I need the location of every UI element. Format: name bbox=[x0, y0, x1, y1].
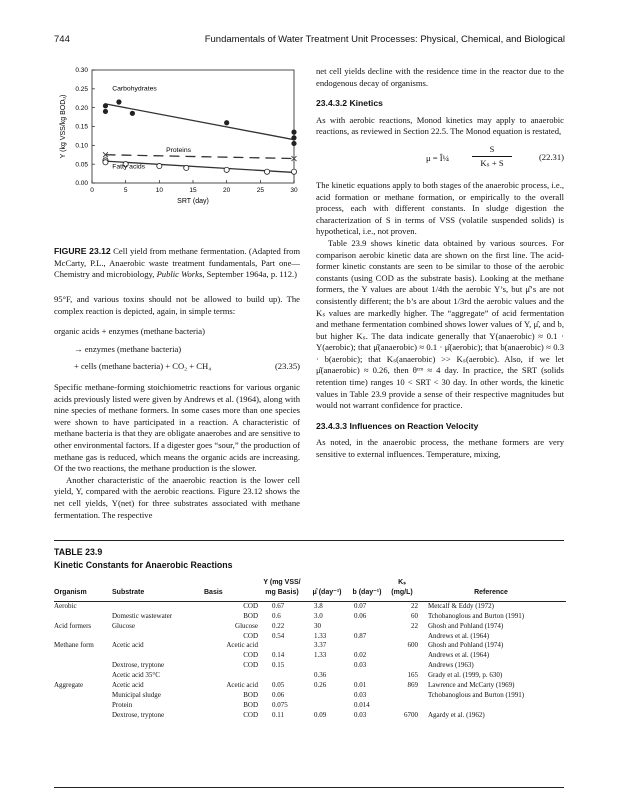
data-point bbox=[291, 169, 296, 174]
th-yield: Y (mg VSS/ mg Basis) bbox=[263, 579, 301, 596]
cell-yield: 0.06 bbox=[272, 690, 285, 699]
cell-basis: BOD bbox=[243, 690, 258, 699]
cell-organism: Aerobic bbox=[54, 601, 77, 610]
table-row bbox=[54, 641, 566, 651]
right-column bbox=[316, 66, 564, 461]
table-row bbox=[54, 651, 566, 661]
cell-b: 0.01 bbox=[354, 681, 367, 690]
table-title: Kinetic Constants for Anaerobic Reactions bbox=[54, 560, 233, 570]
cell-yield: 0.11 bbox=[272, 710, 284, 719]
cell-yield-chart bbox=[54, 60, 304, 210]
equation-line-3 bbox=[54, 361, 300, 373]
cell-substrate: Protein bbox=[112, 700, 133, 709]
cell-ks bbox=[388, 651, 418, 661]
cell-ks bbox=[388, 701, 418, 711]
equation-line-3-text: + cells (methane bacteria) + CO₂ + CH₄ bbox=[74, 361, 212, 372]
equation-line-1: organic acids + enzymes (methane bacteria) bbox=[54, 326, 205, 337]
cell-mu: 0.26 bbox=[314, 681, 327, 690]
series-label: Proteins bbox=[166, 147, 192, 155]
section-heading-kinetics: 23.4.3.2 Kinetics bbox=[316, 98, 383, 109]
data-point bbox=[224, 167, 229, 172]
cell-ks: 600 bbox=[407, 641, 418, 650]
right-paragraph-5: As noted, in the anaerobic process, the methane formers are very sensitive to external influences. Temperature, mixing, bbox=[316, 437, 564, 460]
fit-line-proteins bbox=[105, 155, 294, 159]
cell-organism: Methane form bbox=[54, 641, 94, 650]
equation-line-2: → enzymes (methane bacteria) bbox=[74, 343, 182, 354]
cell-b: 0.87 bbox=[354, 631, 367, 640]
th-mu: μ̂ (day⁻¹) bbox=[312, 588, 342, 596]
eq-numerator: S bbox=[489, 143, 495, 154]
cell-substrate: Acetic acid bbox=[112, 681, 144, 690]
th-substrate: Substrate bbox=[112, 588, 145, 596]
cell-yield: 0.54 bbox=[272, 631, 285, 640]
cell-mu bbox=[308, 691, 348, 701]
th-basis: Basis bbox=[204, 588, 223, 596]
cell-organism bbox=[54, 661, 112, 671]
kinetic-constants-table bbox=[54, 578, 566, 721]
data-point bbox=[116, 99, 121, 104]
table-label: TABLE 23.9 bbox=[54, 547, 103, 557]
table-row bbox=[54, 612, 566, 622]
cell-ks: 869 bbox=[407, 681, 418, 690]
cell-basis: BOD bbox=[243, 700, 258, 709]
x-tick-label: 15 bbox=[189, 187, 197, 194]
cell-basis: COD bbox=[243, 661, 258, 670]
cell-organism bbox=[54, 612, 112, 622]
cell-b: 0.03 bbox=[354, 690, 367, 699]
cell-reference: Lawrence and McCarty (1969) bbox=[428, 681, 515, 690]
table-top-rule bbox=[54, 540, 564, 541]
y-axis-label: Y (kg VSS/kg BODᵤ) bbox=[60, 94, 67, 159]
cell-basis: Glucose bbox=[235, 621, 258, 630]
cell-b bbox=[348, 622, 388, 632]
cell-basis: Acetic acid bbox=[226, 641, 258, 650]
cell-mu: 0.36 bbox=[314, 671, 327, 680]
equation-number-22-31: (22.31) bbox=[538, 151, 564, 162]
monod-equation bbox=[316, 142, 564, 174]
cell-ks bbox=[388, 661, 418, 671]
right-paragraph-4: Table 23.9 shows kinetic data obtained by various sources. For comparison aerobic kinetic data are shown on the first line. The acid-former kinetic constants are seen to be similar to those of the aerobic constants (using COD as the substrate basis). Looking at the methane formers, the Y values are about 1/4th the aerobic Y’s, but μ̂’s are not consistently different; the b’s are about 1/3rd the aerobic values and the Kₛ values are markedly higher. The “aggregate” of acid fermentation and methane fermentation combined shows lower values of Y, μ̂, and b, but higher Kₛ. The data indicate generally that Y(anaerobic) ≈ 0.1 · Y(aerobic); that μ̂(anaerobic) ≈ 0.1 · μ̂(aerobic); that b(anaerobic) ≈ 0.3 · b(aerobic); that Kₛ(anaerobic) >> Kₛ(aerobic). Also, if we let μ̂(anaerobic) ≈ 0.26, then θᶜᵐ ≈ 4 day. In practice, the SRT (solids retention time) ranges 10 < SRT < 30 day. In other words, the kinetic values in Table 23.9 provide a sense of their respective magnitudes but would not warrant confidence for practice. bbox=[316, 237, 564, 411]
cell-yield bbox=[258, 671, 308, 681]
cell-substrate: Acetic acid 35°C bbox=[112, 671, 160, 680]
y-tick-label: 0.00 bbox=[75, 180, 88, 188]
cell-reference: Metcalf & Eddy (1972) bbox=[428, 601, 494, 610]
cell-mu: 3.8 bbox=[314, 601, 323, 610]
table-row bbox=[54, 711, 566, 721]
cell-mu: 1.33 bbox=[314, 651, 327, 660]
cell-reference bbox=[418, 701, 566, 711]
table-row bbox=[54, 601, 566, 611]
figure-caption bbox=[54, 246, 300, 281]
cell-basis: COD bbox=[243, 601, 258, 610]
x-tick-label: 20 bbox=[223, 187, 231, 194]
table-row bbox=[54, 681, 566, 691]
cell-substrate: Municipal sludge bbox=[112, 690, 161, 699]
data-point bbox=[130, 111, 135, 116]
y-tick-label: 0.25 bbox=[75, 86, 88, 94]
section-heading-influences: 23.4.3.3 Influences on Reaction Velocity bbox=[316, 420, 479, 431]
cell-organism bbox=[54, 671, 112, 681]
cell-yield bbox=[258, 641, 308, 651]
cell-basis: COD bbox=[243, 651, 258, 660]
data-point bbox=[291, 141, 296, 146]
th-organism: Organism bbox=[54, 588, 87, 596]
series-label: Fatty acids bbox=[112, 163, 146, 171]
cell-mu bbox=[308, 661, 348, 671]
left-column bbox=[54, 294, 300, 521]
cell-yield: 0.6 bbox=[272, 611, 281, 620]
data-point bbox=[291, 135, 296, 140]
cell-mu: 30 bbox=[314, 621, 321, 630]
table-row bbox=[54, 701, 566, 711]
cell-organism bbox=[54, 632, 112, 642]
cell-ks: 60 bbox=[411, 611, 418, 620]
cell-ks: 22 bbox=[411, 621, 418, 630]
cell-basis bbox=[204, 671, 258, 681]
cell-reference: Grady et al. (1999, p. 630) bbox=[428, 671, 503, 680]
th-ks: Kₛ (mg/L) bbox=[391, 579, 413, 596]
table-row bbox=[54, 661, 566, 671]
caption-text: Cell yield from methane fermentation. (Adapted from McCarty, P.L., Anaerobic waste treatment fundamentals, Part one—Chemistry and microbiology, bbox=[54, 246, 301, 280]
caption-end: , September 1964a, p. 112.) bbox=[202, 269, 297, 280]
cell-yield: 0.075 bbox=[272, 700, 288, 709]
figure-label: FIGURE 23.12 bbox=[54, 246, 111, 256]
cell-organism bbox=[54, 711, 112, 721]
cell-substrate bbox=[112, 632, 204, 642]
cell-yield: 0.67 bbox=[272, 601, 285, 610]
cell-substrate bbox=[112, 601, 204, 611]
cell-reference: Agardy et al. (1962) bbox=[428, 710, 485, 719]
cell-ks: 6700 bbox=[404, 710, 418, 719]
running-title: Fundamentals of Water Treatment Unit Processes: Physical, Chemical, and Biological bbox=[204, 34, 565, 45]
data-point bbox=[103, 103, 108, 108]
x-axis-label: SRT (day) bbox=[177, 198, 209, 205]
fit-line-carbohydrates bbox=[105, 104, 294, 140]
equation-number-23-35: (23.35) bbox=[274, 361, 300, 372]
data-point bbox=[224, 120, 229, 125]
right-paragraph-1: net cell yields decline with the residence time in the reactor due to the endogenous decay of organisms. bbox=[316, 66, 564, 88]
table-row bbox=[54, 691, 566, 701]
cell-b: 0.03 bbox=[354, 661, 367, 670]
cell-ks: 22 bbox=[411, 601, 418, 610]
table-row bbox=[54, 632, 566, 642]
y-tick-label: 0.10 bbox=[75, 142, 88, 150]
cell-yield: 0.15 bbox=[272, 661, 285, 670]
cell-reference: Ghosh and Pohland (1974) bbox=[428, 621, 504, 630]
cell-organism: Aggregate bbox=[54, 681, 84, 690]
cell-mu: 1.33 bbox=[314, 631, 327, 640]
cell-ks bbox=[388, 632, 418, 642]
table-header-row bbox=[54, 578, 566, 601]
x-tick-label: 30 bbox=[290, 187, 298, 194]
cell-b bbox=[348, 671, 388, 681]
y-tick-label: 0.20 bbox=[75, 104, 88, 112]
data-point bbox=[264, 169, 269, 174]
x-tick-label: 25 bbox=[256, 187, 264, 194]
cell-ks: 165 bbox=[407, 671, 418, 680]
cell-ks bbox=[388, 691, 418, 701]
cell-substrate: Domestic wastewater bbox=[112, 611, 173, 620]
cell-organism: Acid formers bbox=[54, 621, 92, 630]
series-label: Carbohydrates bbox=[112, 85, 157, 93]
cell-substrate bbox=[112, 651, 204, 661]
cell-reference: Ghosh and Pohland (1974) bbox=[428, 641, 504, 650]
cell-b: 0.07 bbox=[354, 601, 367, 610]
table-bottom-rule bbox=[54, 787, 564, 788]
cell-reference: Andrews et al. (1964) bbox=[428, 631, 490, 640]
cell-organism bbox=[54, 651, 112, 661]
cell-yield: 0.22 bbox=[272, 621, 285, 630]
y-tick-label: 0.30 bbox=[75, 67, 88, 75]
cell-substrate: Dextrose, tryptone bbox=[112, 661, 165, 670]
cell-b: 0.02 bbox=[354, 651, 367, 660]
cell-reference: Tchobanoglous and Burton (1991) bbox=[428, 611, 525, 620]
cell-basis: COD bbox=[243, 710, 258, 719]
cell-mu: 3.0 bbox=[314, 611, 323, 620]
data-point bbox=[291, 130, 296, 135]
fraction-bar bbox=[472, 156, 512, 157]
right-paragraph-2: As with aerobic reactions, Monod kinetics may apply to anaerobic reactions, as reviewed in Section 22.5. The Monod equation is restated, bbox=[316, 114, 564, 137]
cell-basis: Acetic acid bbox=[226, 681, 258, 690]
table-row bbox=[54, 622, 566, 632]
data-point bbox=[103, 109, 108, 114]
y-tick-label: 0.05 bbox=[75, 161, 88, 169]
cell-mu: 3.37 bbox=[314, 641, 327, 650]
cell-reference: Tchobanoglous and Burton (1991) bbox=[428, 690, 525, 699]
cell-b bbox=[348, 641, 388, 651]
cell-substrate: Glucose bbox=[112, 621, 135, 630]
data-point bbox=[157, 163, 162, 168]
cell-yield: 0.05 bbox=[272, 681, 285, 690]
cell-reference: Andrews (1963) bbox=[428, 661, 474, 670]
data-point bbox=[103, 160, 108, 165]
th-reference: Reference bbox=[474, 588, 508, 596]
cell-substrate: Dextrose, tryptone bbox=[112, 710, 165, 719]
cell-basis: BOD bbox=[243, 611, 258, 620]
x-tick-label: 0 bbox=[90, 187, 94, 194]
cell-reference: Andrews et al. (1964) bbox=[428, 651, 490, 660]
cell-yield: 0.14 bbox=[272, 651, 285, 660]
cell-substrate: Acetic acid bbox=[112, 641, 144, 650]
left-paragraph-3: Another characteristic of the anaerobic reaction is the lower cell yield, Y, compared with the aerobic reactions. Figure 23.12 shows the net cell yields, Y(net) for three substrates associated with methane fermentation. The respective bbox=[54, 474, 300, 520]
cell-organism bbox=[54, 691, 112, 701]
left-paragraph-1: 95°F, and various toxins should not be allowed to build up). The complex reaction is depicted, again, in simple terms: bbox=[54, 294, 300, 316]
caption-journal: Public Works bbox=[156, 269, 203, 280]
right-paragraph-3: The kinetic equations apply to both stages of the anaerobic process, i.e., acid formation or methane formation, or empirically to the overall process, each with different constants. In sludge digestion the characterization of S in terms of VSS (volatile suspended solids) is hypothetical, i.e., not proven. bbox=[316, 179, 564, 237]
cell-mu bbox=[308, 701, 348, 711]
cell-b: 0.014 bbox=[354, 700, 370, 709]
x-tick-label: 10 bbox=[155, 187, 163, 194]
cell-b: 0.03 bbox=[354, 710, 367, 719]
table-row bbox=[54, 671, 566, 681]
page-number: 744 bbox=[54, 34, 70, 45]
x-tick-label: 5 bbox=[123, 187, 128, 194]
eq-denominator: Kₛ + S bbox=[480, 157, 504, 168]
cell-basis: COD bbox=[243, 631, 258, 640]
th-b: b (day⁻¹) bbox=[352, 588, 382, 596]
y-tick-label: 0.15 bbox=[75, 123, 88, 131]
left-paragraph-2: Specific methane-forming stoichiometric reactions for various organic acids previously listed were given by Andrews et al. (1964), along with nine species of methane formers. In some cases more than one species were shown to have participated in a reaction. A characteristic of methane bacteria is that they are obligate anaerobes and are sensitive to other environmental factors. If a digester goes “sour,” the production of methane gas is reduced, which means the organic acids are increasing. Of the two reactions, the methane production is the slower. bbox=[54, 381, 300, 474]
data-point bbox=[184, 165, 189, 170]
cell-b: 0.06 bbox=[354, 611, 367, 620]
cell-organism bbox=[54, 701, 112, 711]
cell-mu: 0.09 bbox=[314, 710, 327, 719]
eq-mu: μ = Î¼ bbox=[426, 152, 450, 163]
